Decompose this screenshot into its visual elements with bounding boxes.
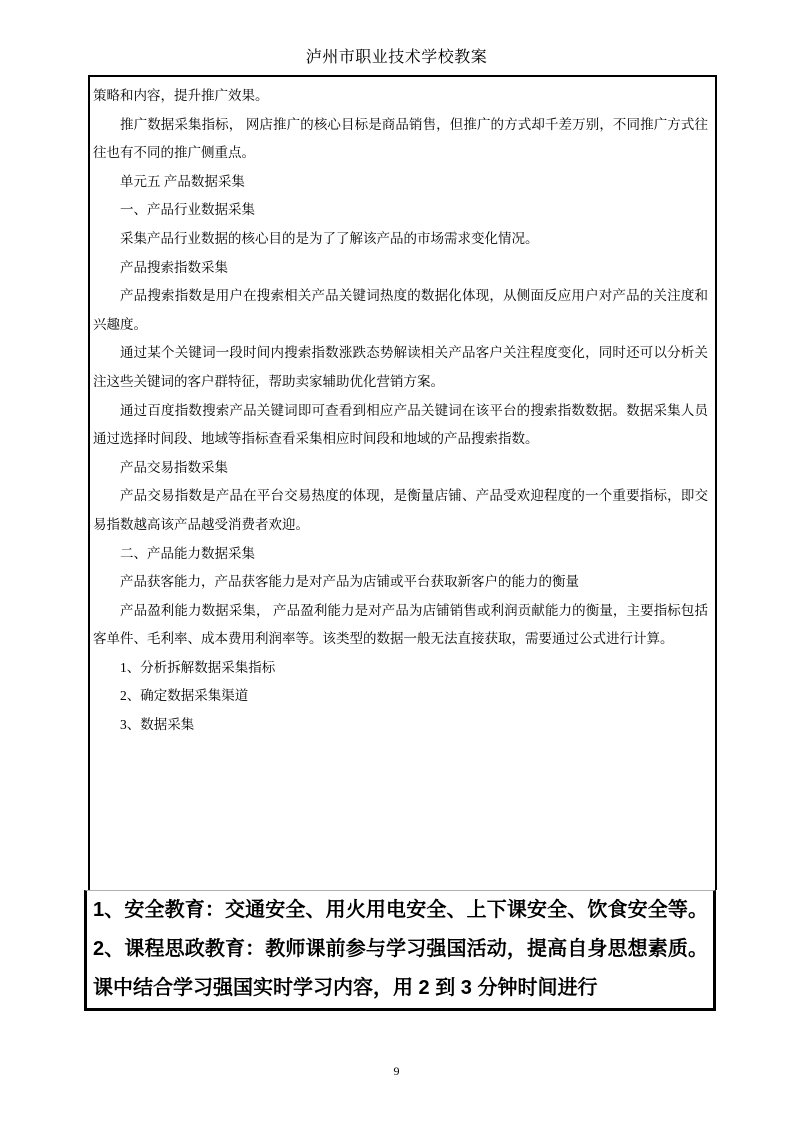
body-paragraph: 产品交易指数是产品在平台交易热度的体现，是衡量店铺、产品受欢迎程度的一个重要指标，即交易指数越高该产品越受消费者欢迎。 [93, 488, 708, 532]
body-paragraph: 3、数据采集 [120, 717, 195, 733]
page-header-title: 泸州市职业技术学校教案 [305, 49, 488, 66]
body-paragraph: 产品交易指数采集 [120, 459, 228, 475]
body-paragraph: 采集产品行业数据的核心目的是为了了解该产品的市场需求变化情况。 [120, 230, 539, 246]
page-number: 9 [393, 1064, 400, 1078]
body-paragraph: 二、产品能力数据采集 [120, 545, 255, 561]
body-paragraph: 产品获客能力，产品获客能力是对产品为店铺或平台获取新客户的能力的衡量 [120, 574, 579, 590]
body-paragraph: 推广数据采集指标， 网店推广的核心目标是商品销售，但推广的方式却千差万别，不同推广方式往往也有不同的推广侧重点。 [93, 116, 708, 161]
safety-education-text: 1、安全教育：交通安全、用火用电安全、上下课安全、饮食安全等。2、课程思政教育：教师课前参与学习强国活动，提高自身思想素质。课中结合学习强国实时学习内容，用 2 到 3 分钟时间进行 [93, 899, 708, 999]
body-paragraph: 通过某个关键词一段时间内搜索指数涨跌态势解读相关产品客户关注程度变化，同时还可以分析关注这些关键词的客户群特征，帮助卖家辅助优化营销方案。 [93, 345, 708, 389]
body-paragraph: 单元五 产品数据采集 [120, 173, 245, 189]
body-paragraph: 一、产品行业数据采集 [120, 202, 255, 218]
safety-education-box [84, 890, 716, 1011]
main-content-box [88, 75, 717, 890]
main-box-content [93, 82, 708, 740]
body-paragraph: 产品盈利能力数据采集， 产品盈利能力是对产品为店铺销售或利润贡献能力的衡量，主要指标包括客单件、毛利率、成本费用利润率等。该类型的数据一般无法直接获取，需要通过公式进行计算。 [93, 602, 708, 647]
body-paragraph: 通过百度指数搜索产品关键词即可查看到相应产品关键词在该平台的搜索指数数据。数据采集人员通过选择时间段、地域等指标查看采集相应时间段和地域的产品搜索指数。 [93, 402, 708, 447]
body-paragraph: 产品搜索指数是用户在搜索相关产品关键词热度的数据化体现，从侧面反应用户对产品的关注度和兴趣度。 [93, 288, 708, 332]
body-paragraph: 2、确定数据采集渠道 [120, 688, 249, 704]
body-paragraph: 策略和内容，提升推广效果。 [93, 88, 269, 103]
body-paragraph: 产品搜索指数采集 [120, 259, 228, 275]
body-paragraph: 1、分析拆解数据采集指标 [120, 659, 276, 675]
